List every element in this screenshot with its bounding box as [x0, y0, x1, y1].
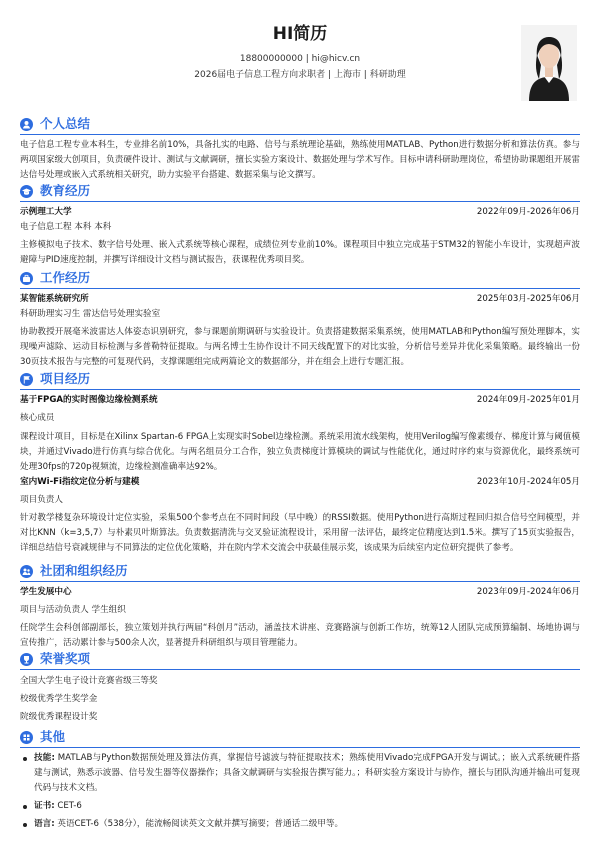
section-header [20, 728, 580, 748]
work-date: 2025年03月-2025年06月 [476, 294, 580, 304]
section-projects [20, 370, 580, 556]
grid-icon [20, 731, 33, 744]
others-item-skills [20, 751, 580, 796]
section-title: 教育经历 [40, 183, 91, 198]
education-date: 2022年09月-2026年06月 [476, 207, 580, 217]
section-title: 工作经历 [40, 270, 91, 285]
section-title: 其他 [40, 729, 66, 744]
resume-header [0, 0, 600, 110]
profile-photo [521, 25, 577, 101]
project-date: 2024年09月-2025年01月 [476, 395, 580, 405]
project-description: 针对教学楼复杂环境设计定位实验，采集500个参考点在不同时间段（早中晚）的RSSI数据。使用Python进行高斯过程回归拟合信号空间模型，并对比KNN（k=3,5,7）与朴素贝叶斯算法。负责数据清洗与交叉验证流程设计，采用留一法评估，最终定位精度达到1.5米。撰写了15页实验报告，详细总结信号衰减规律与不同算法的定位优化策略，并在院内学术交流会中获最佳展示奖，该成果为后续室内定位研究提供了参考。 [20, 513, 580, 553]
others-list [20, 751, 580, 832]
honors-list [20, 674, 580, 725]
candidate-name: HI简历 [272, 24, 328, 44]
item-text: CET-6 [54, 801, 82, 811]
job-intent: 2026届电子信息工程方向求职者 | 上海市 | 科研助理 [194, 70, 406, 80]
section-header [20, 650, 580, 670]
section-divider [20, 581, 580, 582]
section-education [20, 182, 580, 268]
section-title: 个人总结 [40, 116, 91, 131]
club-organization: 学生发展中心 [20, 587, 72, 597]
section-divider [20, 201, 580, 202]
honor-item: 院级优秀课程设计奖 [20, 712, 98, 722]
section-divider [20, 669, 580, 670]
section-others [20, 728, 580, 832]
bullet-icon [23, 823, 27, 827]
item-label: 语言: [34, 819, 55, 829]
club-entry-header [20, 585, 580, 600]
section-title: 社团和组织经历 [40, 563, 128, 578]
section-divider [20, 288, 580, 289]
flag-icon [20, 373, 33, 386]
honor-item: 校级优秀学生奖学金 [20, 694, 98, 704]
section-header [20, 269, 580, 289]
person-icon [20, 118, 33, 131]
section-clubs [20, 562, 580, 651]
section-summary [20, 115, 580, 183]
project-entry-header [20, 475, 580, 490]
section-header [20, 182, 580, 202]
project-entry [20, 393, 580, 475]
briefcase-icon [20, 272, 33, 285]
section-divider [20, 134, 580, 135]
education-entry-header [20, 205, 580, 220]
project-description: 课程设计项目，目标是在Xilinx Spartan-6 FPGA上实现实时Sobel边缘检测。系统采用流水线架构，使用Verilog编写像素缓存、梯度计算与阈值模块，并通过Vivado进行仿真与综合优化。与两名组员分工合作，独立负责梯度计算模块的调试与性能优化，通过时序约束与资源优化，最终系统可处理30fps的720p视频流，边缘检测准确率达92%。 [20, 432, 580, 472]
club-role: 项目与活动负责人 学生组织 [20, 605, 126, 615]
trophy-icon [20, 653, 33, 666]
graduation-cap-icon [20, 185, 33, 198]
section-header [20, 370, 580, 390]
education-description: 主修模拟电子技术、数字信号处理、嵌入式系统等核心课程，成绩位列专业前10%。课程项目中独立完成基于STM32的智能小车设计，实现超声波避障与PID速度控制，并撰写详细设计文档与测试报告，获课程优秀项目奖。 [20, 240, 580, 265]
club-description: 任院学生会科创部副部长，独立策划并执行两届“科创月”活动，涵盖技术讲座、竞赛路演与创新工作坊，统筹12人团队完成预算编制、场地协调与宣传推广，活动累计参与500余人次，显著提升科研组织与项目管理能力。 [20, 623, 580, 648]
section-title: 项目经历 [40, 371, 91, 386]
item-text: 英语CET-6（538分），能流畅阅读英文文献并撰写摘要；普通话二级甲等。 [54, 819, 344, 829]
contact-info: 18800000000 | hi@hicv.cn [239, 54, 361, 64]
section-honors [20, 650, 580, 725]
project-date: 2023年10月-2024年05月 [476, 477, 580, 487]
project-name: 基于FPGA的实时图像边缘检测系统 [20, 395, 158, 405]
work-entry-header [20, 292, 580, 307]
others-item-certificates [20, 799, 580, 814]
section-work [20, 269, 580, 370]
item-text: MATLAB与Python数据预处理及算法仿真，掌握信号滤波与特征提取技术；熟练使用Vivado完成FPGA开发与调试。；嵌入式系统硬件搭建与测试，熟悉示波器、信号发生器等仪器操作；具备文献调研与实验报告撰写能力。；科研实验方案设计与协作，擅长与团队沟通并输出可复现代码与技术文档。 [34, 753, 581, 793]
project-name: 室内Wi-Fi指纹定位分析与建模 [20, 477, 140, 487]
project-entry [20, 475, 580, 556]
work-description: 协助教授开展毫米波雷达人体姿态识别研究，参与课题前期调研与实验设计。负责搭建数据采集系统，使用MATLAB和Python编写预处理脚本，实现噪声滤除、运动目标检测与多普勒特征提取。与两名博士生协作设计不同天线配置下的对比实验，分析信号差异并优化采集策略。最终输出一份30页技术报告与完整的可复现代码，支撑课题组完成两篇论文的数据部分，并在组会上进行专题汇报。 [20, 327, 580, 367]
education-major: 电子信息工程 本科 本科 [20, 222, 112, 232]
club-date: 2023年09月-2024年06月 [476, 587, 580, 597]
project-role: 核心成员 [20, 413, 55, 423]
people-icon [20, 565, 33, 578]
others-item-languages [20, 817, 580, 832]
section-divider [20, 747, 580, 748]
section-header [20, 562, 580, 582]
bullet-icon [23, 757, 27, 761]
school-name: 示例理工大学 [20, 207, 72, 217]
section-header [20, 115, 580, 135]
project-role: 项目负责人 [20, 495, 63, 505]
bullet-icon [23, 805, 27, 809]
project-entry-header [20, 393, 580, 408]
work-organization: 某智能系统研究所 [20, 294, 89, 304]
summary-text: 电子信息工程专业本科生，专业排名前10%，具备扎实的电路、信号与系统理论基础，熟练使用MATLAB、Python进行数据分析和算法仿真。参与两项国家级大创项目，负责硬件设计、测试与文献调研，擅长实验方案设计、数据处理与学术写作。目标申请科研助理岗位，希望协助课题组开展雷达信号处理或嵌入式系统相关研究，助力实验平台搭建、数据采集与论文撰写。 [20, 140, 580, 180]
work-role: 科研助理实习生 雷达信号处理实验室 [20, 309, 161, 319]
item-label: 技能: [34, 753, 55, 763]
honor-item: 全国大学生电子设计竞赛省级三等奖 [20, 676, 158, 686]
section-title: 荣誉奖项 [40, 651, 91, 666]
section-divider [20, 389, 580, 390]
item-label: 证书: [34, 801, 55, 811]
